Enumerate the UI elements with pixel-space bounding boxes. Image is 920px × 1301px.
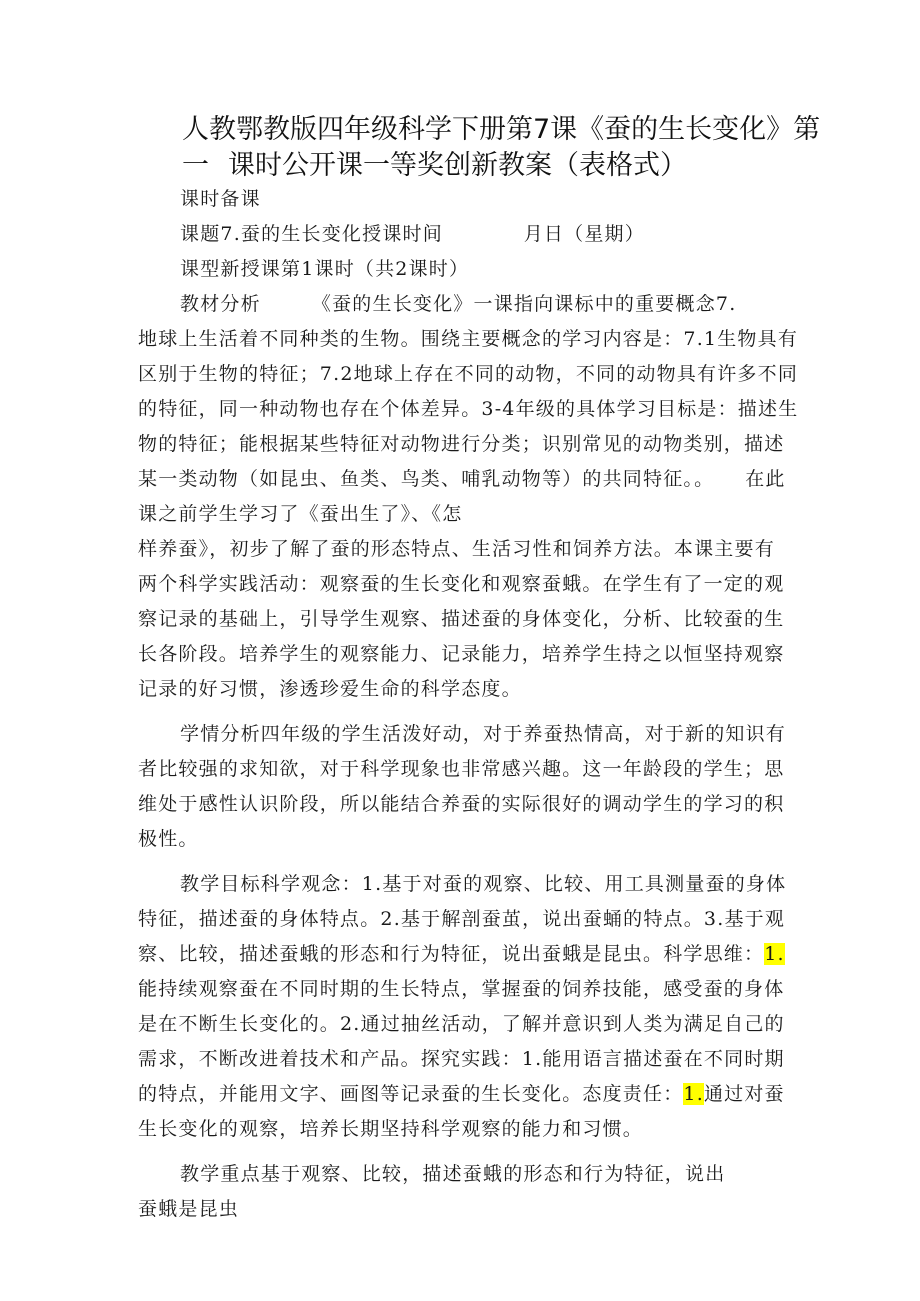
paragraph-line: 者比较强的求知欲，对于科学现象也非常感兴趣。这一年龄段的学生；思: [138, 758, 785, 780]
paragraph-line: [138, 942, 798, 966]
paragraph-line: 教材分析 《蚕的生长变化》一课指向课标中的重要概念7.: [180, 293, 737, 315]
paragraph-line: 的特征，同一种动物也存在个体差异。3-4年级的具体学习目标是：描述生: [138, 398, 799, 420]
paragraph-line: 能持续观察蚕在不同时期的生长特点，掌握蚕的饲养技能，感受蚕的身体: [138, 978, 785, 1000]
paragraph-line: 地球上生活着不同种类的生物。围绕主要概念的学习内容是：7.1生物具有: [138, 328, 799, 350]
paragraph-line: 需求，不断改进着技术和产品。探究实践：1.能用语言描述蚕在不同时期: [138, 1048, 785, 1070]
paragraph-line: 是在不断生长变化的。2.通过抽丝活动，了解并意识到人类为满足自己的: [138, 1013, 785, 1035]
paragraph-line: 维处于感性认识阶段，所以能结合养蚕的实际很好的调动学生的学习的积: [138, 793, 785, 815]
paragraph-text: 的特点，并能用文字、画图等记录蚕的生长变化。态度责任：: [138, 1083, 684, 1105]
paragraph-line: 学情分析四年级的学生活泼好动，对于养蚕热情高，对于新的知识有: [180, 723, 787, 745]
section-label: 课时备课: [180, 188, 261, 210]
paragraph-text: 通过对蚕: [703, 1083, 785, 1105]
paragraph-line: 两个科学实践活动：观察蚕的生长变化和观察蚕蛾。在学生有了一定的观: [138, 573, 785, 595]
highlighted-text: 1.: [683, 1083, 704, 1105]
paragraph-line: 区别于生物的特征；7.2地球上存在不同的动物，不同的动物具有许多不同: [138, 363, 799, 385]
highlighted-text: 1.: [764, 943, 785, 965]
lesson-type-line: 课型新授课第1课时（共2课时）: [180, 258, 470, 280]
paragraph-line: 特征，描述蚕的身体特点。2.基于解剖蚕茧，说出蚕蛹的特点。3.基于观: [138, 908, 786, 930]
paragraph-line: [138, 1082, 798, 1106]
paragraph-line: 物的特征；能根据某些特征对动物进行分类；识别常见的动物类别，描述: [138, 433, 785, 455]
paragraph-line: 教学目标科学观念：1.基于对蚕的观察、比较、用工具测量蚕的身体: [180, 873, 787, 895]
paragraph-line: 记录的好习惯，渗透珍爱生命的科学态度。: [138, 678, 522, 700]
paragraph-line: 蚕蛾是昆虫: [138, 1198, 240, 1220]
paragraph-line: 生长变化的观察，培养长期坚持科学观察的能力和习惯。: [138, 1118, 644, 1140]
document-title-line-2: 课时公开课一等奖创新教案（表格式）: [228, 150, 687, 181]
paragraph-line: 课之前学生学习了《蚕出生了》、《怎: [138, 503, 463, 525]
lesson-topic-line: 课题7.蚕的生长变化授课时间 月日（星期）: [180, 223, 645, 245]
paragraph-line: 极性。: [138, 828, 199, 850]
paragraph-line: 教学重点基于观察、比较，描述蚕蛾的形态和行为特征，说出: [180, 1163, 726, 1185]
paragraph-text: 察、比较，描述蚕蛾的形态和行为特征，说出蚕蛾是昆虫。科学思维：: [138, 943, 765, 965]
paragraph-line: 察记录的基础上，引导学生观察、描述蚕的身体变化，分析、比较蚕的生: [138, 608, 785, 630]
paragraph-line: 某一类动物（如昆虫、鱼类、鸟类、哺乳动物等）的共同特征。。 在此: [138, 468, 786, 490]
paragraph-line: 样养蚕》，初步了解了蚕的形态特点、生活习性和饲养方法。本课主要有: [138, 538, 775, 560]
paragraph-line: 长各阶段。培养学生的观察能力、记录能力，培养学生持之以恒坚持观察: [138, 643, 785, 665]
document-title-line-1: 人教鄂教版四年级科学下册第7课《蚕的生长变化》第一: [182, 114, 821, 181]
